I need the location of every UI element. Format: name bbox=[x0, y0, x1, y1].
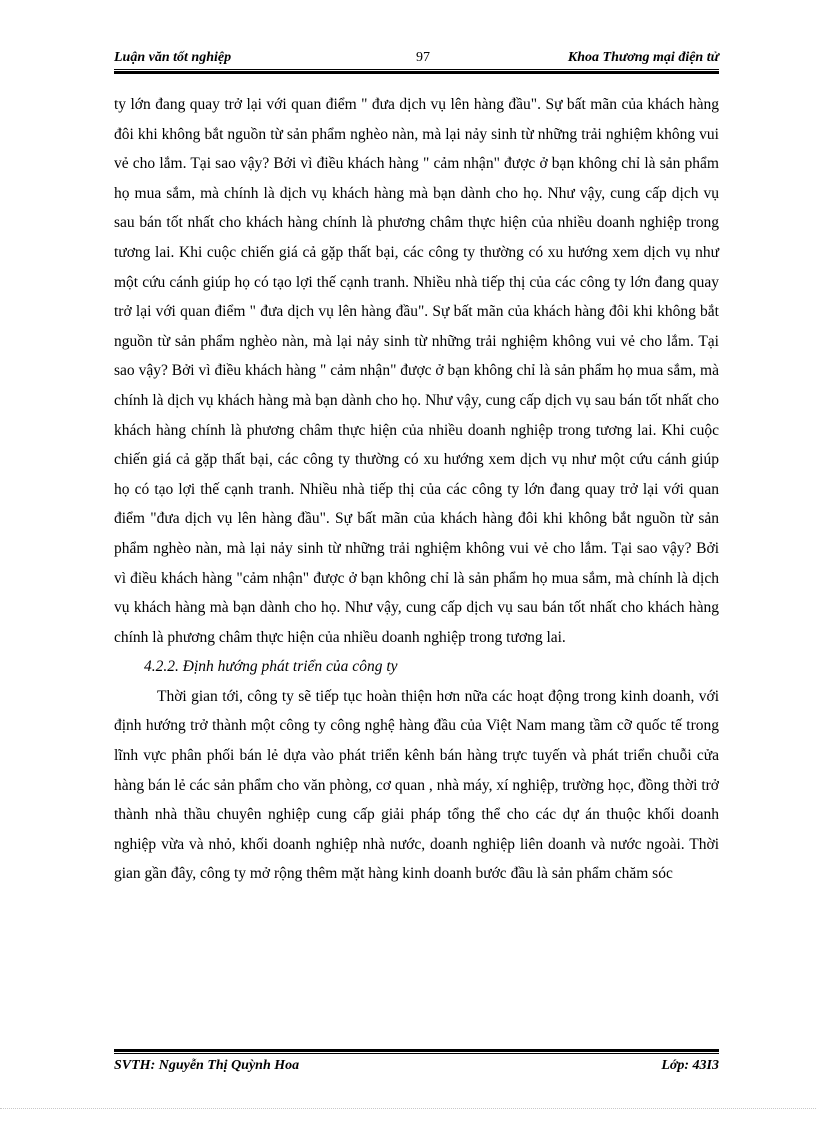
header-thesis-title: Luận văn tốt nghiệp bbox=[114, 50, 232, 65]
header-faculty: Khoa Thương mại điện tử bbox=[567, 50, 719, 65]
body-paragraph-1: ty lớn đang quay trở lại với quan điểm " đưa dịch vụ lên hàng đầu". Sự bất mãn của khách hàng đôi khi không bắt nguồn từ sản phẩm nghèo nàn, mà lại nảy sinh từ những trải nghiệm không vui vẻ cho lắm. Tại sao vậy? Bởi vì điều khách hàng " cảm nhận" được ở bạn không chỉ là sản phẩm họ mua sắm, mà chính là dịch vụ khách hàng mà bạn dành cho họ. Như vậy, cung cấp dịch vụ sau bán tốt nhất cho khách hàng chính là phương châm thực hiện của nhiều doanh nghiệp trong tương lai. Khi cuộc chiến giá cả gặp thất bại, các công ty thường có xu hướng xem dịch vụ như một cứu cánh giúp họ có tạo lợi thế cạnh tranh. Nhiều nhà tiếp thị của các công ty lớn đang quay trở lại với quan điểm " đưa dịch vụ lên hàng đầu". Sự bất mãn của khách hàng đôi khi không bắt nguồn từ sản phẩm nghèo nàn, mà lại nảy sinh từ những trải nghiệm không vui vẻ cho lắm. Tại sao vậy? Bởi vì điều khách hàng " cảm nhận" được ở bạn không chỉ là sản phẩm họ mua sắm, mà chính là dịch vụ khách hàng mà bạn dành cho họ. Như vậy, cung cấp dịch vụ sau bán tốt nhất cho khách hàng chính là phương châm thực hiện của nhiều doanh nghiệp trong tương lai. Khi cuộc chiến giá cả gặp thất bại, các công ty thường có xu hướng xem dịch vụ như một cứu cánh giúp họ có tạo lợi thế cạnh tranh. Nhiều nhà tiếp thị của các công ty lớn đang quay trở lại với quan điểm "đưa dịch vụ lên hàng đầu". Sự bất mãn của khách hàng đôi khi không bắt nguồn từ sản phẩm nghèo nàn, mà lại nảy sinh từ những trải nghiệm không vui vẻ cho lắm. Tại sao vậy? Bởi vì điều khách hàng "cảm nhận" được ở bạn không chỉ là sản phẩm họ mua sắm, mà chính là dịch vụ khách hàng mà bạn dành cho họ. Như vậy, cung cấp dịch vụ sau bán tốt nhất cho khách hàng chính là phương châm thực hiện của nhiều doanh nghiệp trong tương lai. bbox=[114, 96, 719, 646]
page-number: 97 bbox=[416, 50, 430, 65]
body-content bbox=[114, 90, 719, 889]
header-rule-thick bbox=[114, 71, 719, 74]
footer-rule-thick bbox=[114, 1049, 719, 1052]
header-rule-thin bbox=[114, 69, 719, 70]
page-header bbox=[114, 50, 719, 68]
footer-student-name: SVTH: Nguyễn Thị Quỳnh Hoa bbox=[114, 1058, 300, 1073]
body-paragraph-2: Thời gian tới, công ty sẽ tiếp tục hoàn thiện hơn nữa các hoạt động trong kinh doanh, với định hướng trở thành một công ty công nghệ hàng đầu của Việt Nam mang tầm cỡ quốc tế trong lĩnh vực phân phối bán lẻ dựa vào phát triển kênh bán hàng trực tuyến và phát triển chuỗi cửa hàng bán lẻ các sản phẩm cho văn phòng, cơ quan , nhà máy, xí nghiệp, trường học, đồng thời trở thành nhà thầu chuyên nghiệp cung cấp giải pháp tổng thể cho các dự án thuộc khối doanh nghiệp vừa và nhỏ, khối doanh nghiệp nhà nước, doanh nghiệp liên doanh và nước ngoài. Thời gian gần đây, công ty mở rộng thêm mặt hàng kinh doanh bước đầu là sản phẩm chăm sóc bbox=[114, 687, 719, 883]
page-boundary-line bbox=[0, 1108, 816, 1109]
page-footer bbox=[114, 1058, 719, 1076]
footer-class: Lớp: 43I3 bbox=[661, 1058, 719, 1073]
footer-rule-thin bbox=[114, 1053, 719, 1054]
section-heading: 4.2.2. Định hướng phát triển của công ty bbox=[144, 658, 398, 676]
